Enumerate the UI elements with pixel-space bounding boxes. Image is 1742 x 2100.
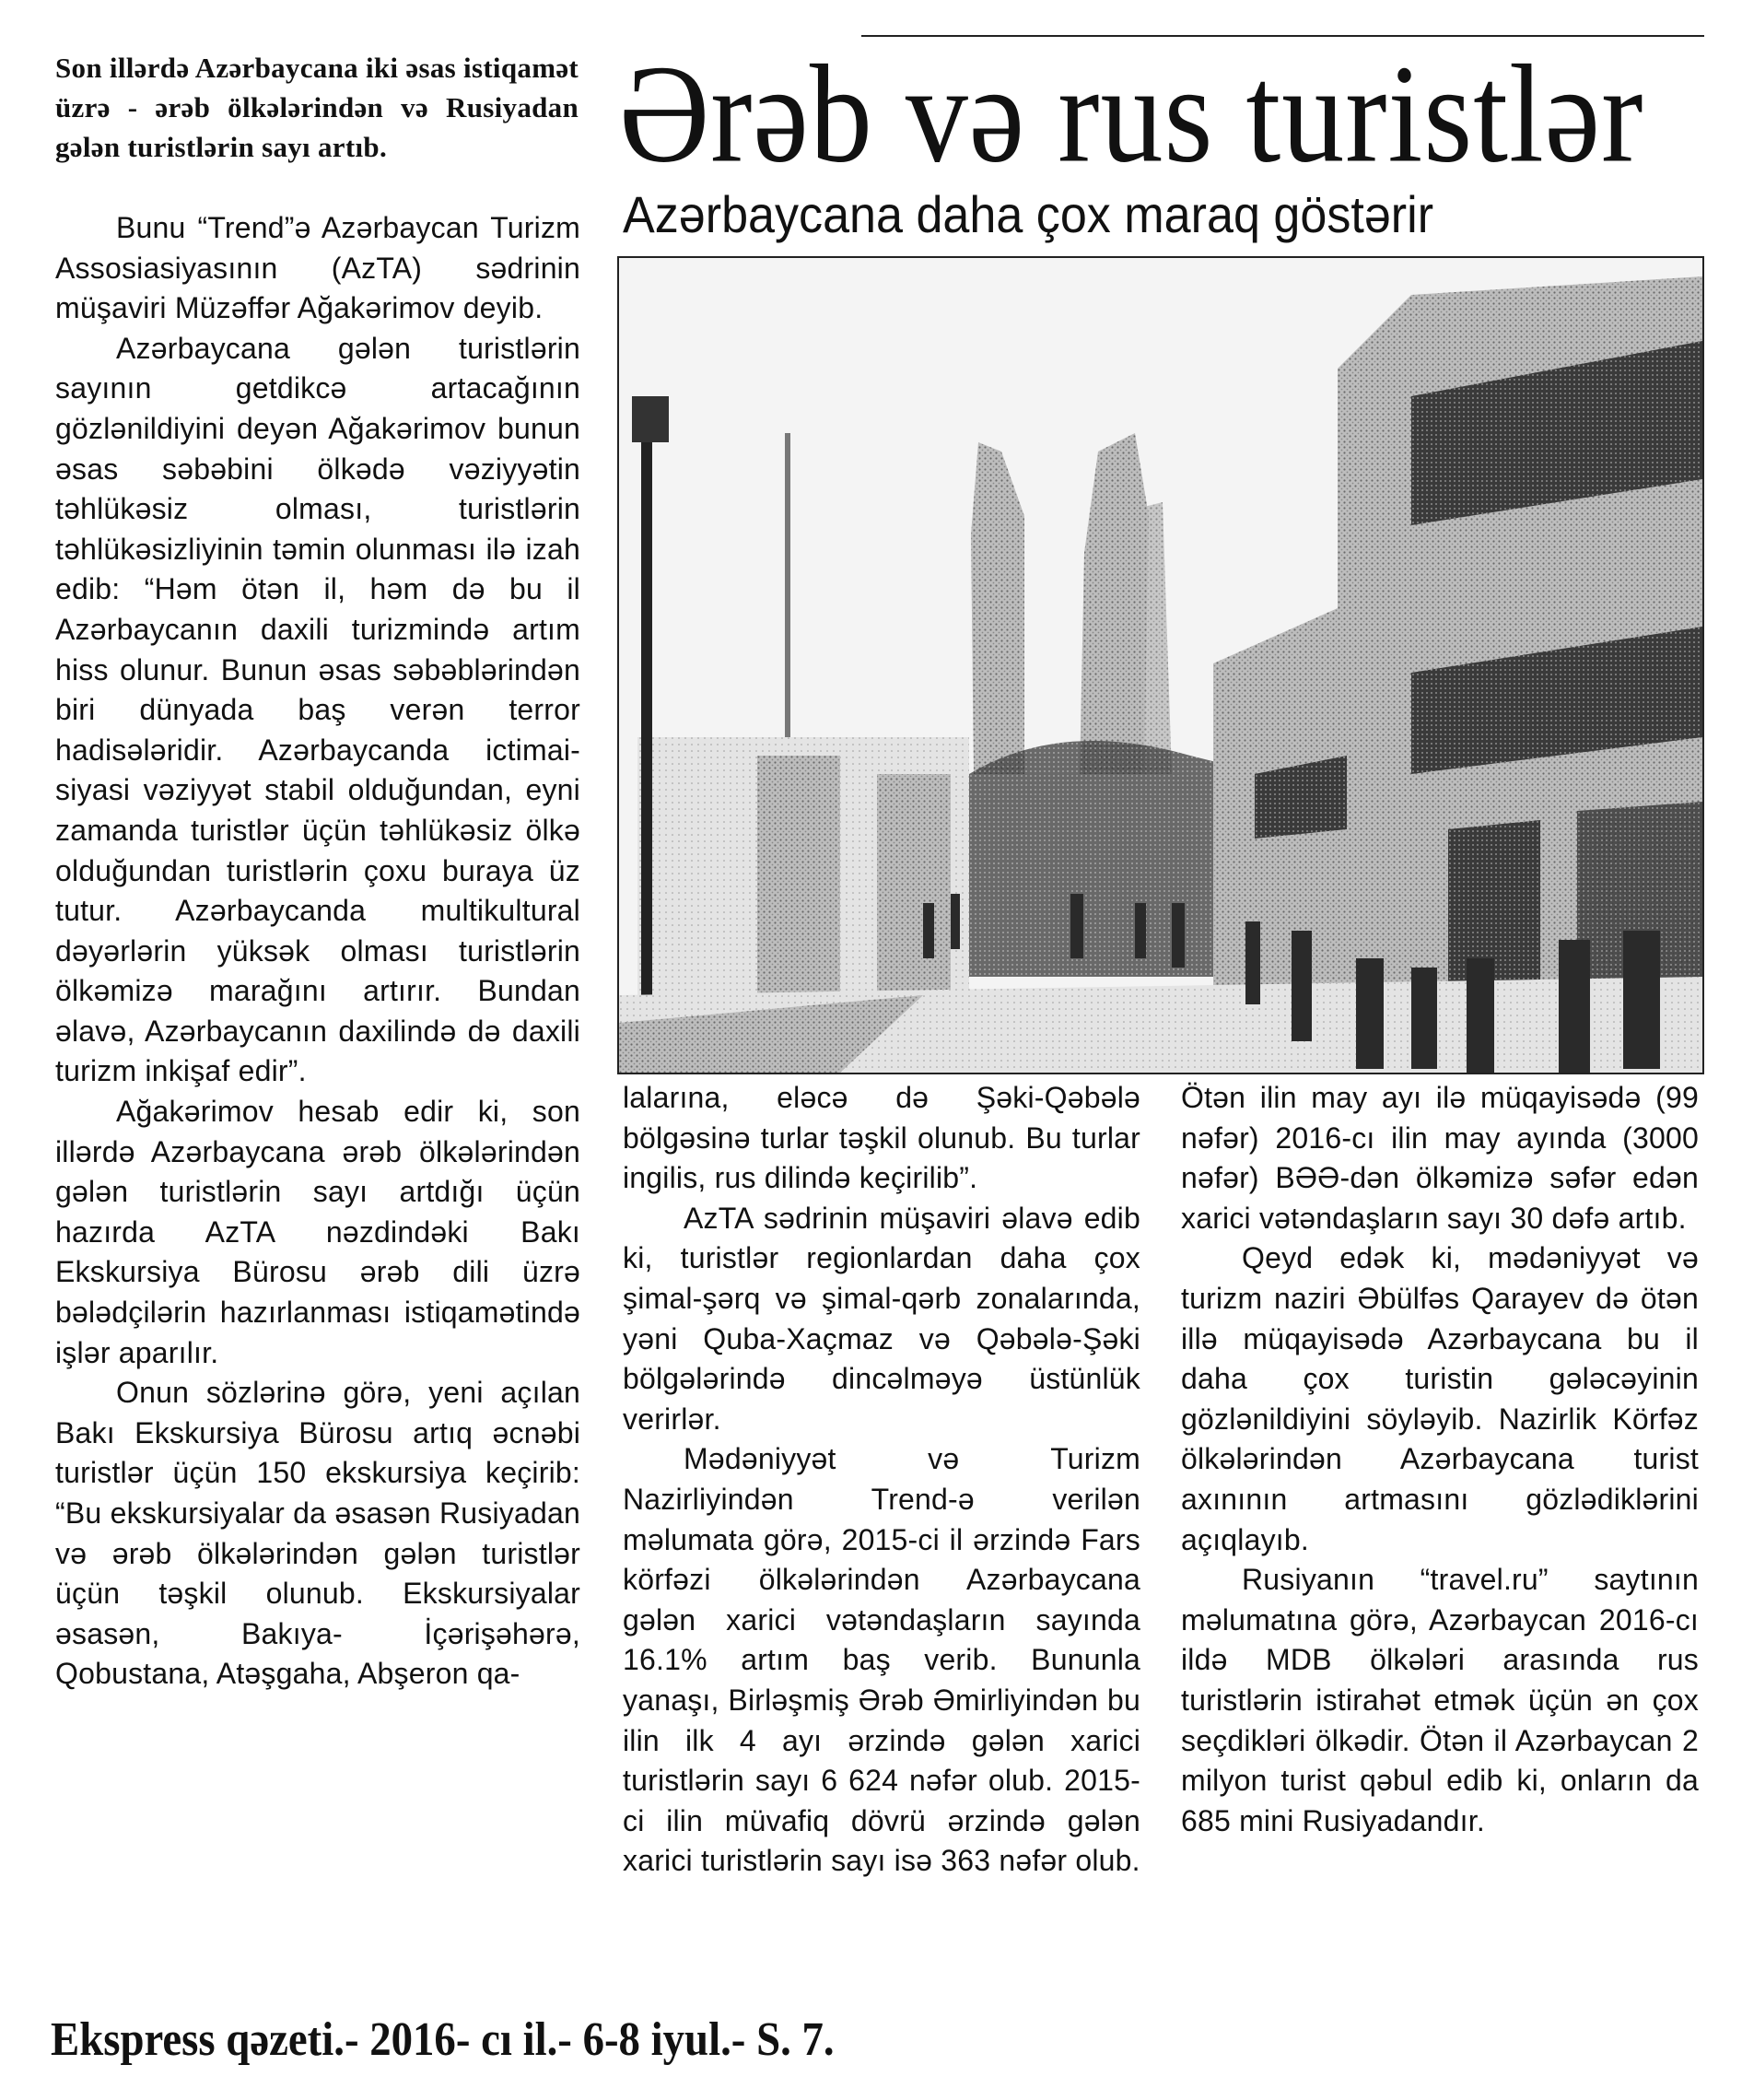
article-photo	[617, 256, 1704, 1074]
article-column-2	[623, 1078, 1140, 1882]
paragraph: Onun sözlərinə görə, yeni açılan Bakı Ekskursiya Bürosu artıq əcnəbi turistlər üçün 150 ekskursiya keçirib: “Bu ekskursiyalar da əsasən Rusiyadan və ərəb ölkələrindən gələn turistlər üçün təşkil olunub. Ekskursiyalar əsasən, Bakıya- İçərişəhərə, Qobustana, Atəşgaha, Abşeron qa-	[55, 1376, 580, 1691]
source-citation: Ekspress qəzeti.- 2016- cı il.- 6-8 iyul.- S. 7.	[51, 2013, 835, 2066]
article-column-3	[1181, 1078, 1699, 1841]
paragraph: Ağakərimov hesab edir ki, son illərdə Azərbaycana ərəb ölkələrindən gələn turistlərin sayı artdığı üçün hazırda AzTA nəzdindəki Bakı Ekskursiya Bürosu ərəb dili üzrə bələdçilərin hazırlanması istiqamətində işlər aparılır.	[55, 1095, 580, 1369]
paragraph: lalarına, eləcə də Şəki-Qəbələ bölgəsinə turlar təşkil olunub. Bu turlar ingilis, rus dilində keçirilib”.	[623, 1081, 1140, 1195]
paragraph: AzTA sədrinin müşaviri əlavə edib ki, turistlər regionlardan daha çox şimal-şərq və şimal-qərb zonalarında, yəni Quba-Xaçmaz və Qəbələ-Şəki bölgələrində dincəlməyə üstünlük verirlər.	[623, 1201, 1140, 1436]
paragraph: Ötən ilin may ayı ilə müqayisədə (99 nəfər) 2016-cı ilin may ayında (3000 nəfər) BƏƏ-dən ölkəmizə səfər edən xarici vətəndaşların sayı 30 dəfə artıb.	[1181, 1081, 1699, 1235]
article-headline: Ərəb və rus turistlər	[619, 37, 1644, 193]
paragraph: Azərbaycana gələn turistlərin sayının getdikcə artacağının gözlənildiyini deyən Ağakərimov bunun əsas səbəbini ölkədə vəziyyətin təhlükəsiz olması, turistlərin təhlükəsizliyinin təmin olunması ilə izah edib: “Həm ötən il, həm də bu il Azərbaycanın daxili turizmində artım hiss olunur. Bunun əsas səbəblərindən biri dünyada baş verən terror hadisələridir. Azərbaycanda ictimai-siyasi vəziyyət stabil olduğundan, eyni zamanda turistlər üçün təhlükəsiz ölkə olduğundan turistlərin çoxu buraya üz tutur. Azərbaycanda multikultural dəyərlərin yüksək olması turistlərin ölkəmizə marağını artırır. Bundan əlavə, Azərbaycanın daxilində də daxili turizm inkişaf edir”.	[55, 331, 580, 1088]
paragraph: Rusiyanın “travel.ru” saytının məlumatına görə, Azərbaycan 2016-cı ildə MDB ölkələri arasında rus turistlərin istirahət etmək üçün ən çox seçdikləri ölkədir. Ötən il Azərbaycan 2 milyon turist qəbul edib ki, onların da 685 mini Rusiyadandır.	[1181, 1563, 1699, 1837]
paragraph: Mədəniyyət və Turizm Nazirliyindən Trend-ə verilən məlumata görə, 2015-ci il ərzində Fars körfəzi ölkələrindən Azərbaycana gələn xarici vətəndaşların sayında 16.1% artım baş verib. Bununla yanaşı, Birləşmiş Ərəb Əmirliyindən bu ilin ilk 4 ayı ərzində gələn xarici turistlərin sayı 6 624 nəfər olub. 2015-ci ilin müvafiq dövrü ərzində gələn xarici turistlərin sayı isə 363 nəfər olub.	[623, 1442, 1140, 1878]
article-column-1	[55, 208, 580, 1695]
paragraph: Qeyd edək ki, mədəniyyət və turizm naziri Əbülfəs Qarayev də ötən illə müqayisədə Azərbaycana bu il daha çox turistin gələcəyinin gözlənildiyini söyləyib. Nazirlik Körfəz ölkələrindən Azərbaycana turist axınının artmasını gözlədiklərini açıqlayıb.	[1181, 1241, 1699, 1556]
paragraph: Bunu “Trend”ə Azərbaycan Turizm Assosiasiyasının (AzTA) sədrinin müşaviri Müzəffər Ağakərimov deyib.	[55, 211, 580, 325]
baku-old-city-street-photo	[619, 258, 1702, 1073]
article-subtitle: Azərbaycana daha çox maraq göstərir	[623, 185, 1434, 243]
article-lead: Son illərdə Azərbaycana iki əsas istiqamət üzrə - ərəb ölkələrindən və Rusiyadan gələn turistlərin sayı artıb.	[55, 52, 579, 163]
